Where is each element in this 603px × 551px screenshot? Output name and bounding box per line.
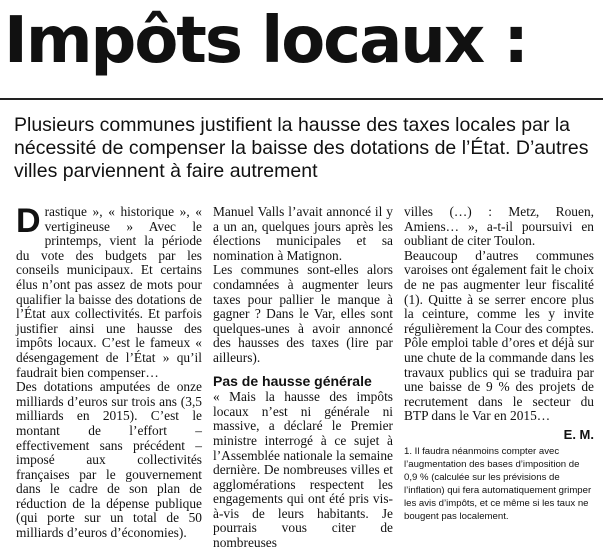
footnote: 1. Il faudra néanmoins compter avec l’augmentation des bases d’imposition de 0,9 % (calculée sur les prévisions de l’inflation) qui fera automatiquement grimper les avis d’impôts, et ce même si les taux ne bougent pas localement. xyxy=(404,445,592,522)
standfirst: Plusieurs communes justifient la hausse des taxes locales par la nécessité de compenser la baisse des dotations de l’État. D’autres villes parviennent à faire autrement xyxy=(14,114,589,182)
article-column-1 xyxy=(16,202,202,541)
author-signature: E. M. xyxy=(563,426,594,442)
article-column-3 xyxy=(404,205,594,523)
paragraph: Manuel Valls l’avait annoncé il y a un an, quelques jours après les élections municipales et sa nomination à Matignon. xyxy=(213,204,393,263)
subheading: Pas de hausse générale xyxy=(213,372,372,389)
paragraph: rastique », « historique », « vertigineuse » Avec le printemps, vient la période du vote des budgets par les conseils municipaux. Et certains élus n’ont pas assez de mots pour qualifier la baisse des dotations de l’État aux collectivités. Et parfois justifier ainsi une hausse des impôts locaux. C’est le fameux « désengagement de l’État » qu’il faudrait bien compenser… xyxy=(16,204,202,380)
paragraph: « Mais la hausse des impôts locaux n’est ni générale ni massive, a déclaré le Premier ministre interrogé à ce sujet à l’Assemblée nationale la semaine dernière. De nombreuses villes et agglomérations respectent les engagements qui ont été pris vis-à-vis de leurs habitants. Je pourrais vous citer de nombreuses xyxy=(213,389,393,551)
article-column-2 xyxy=(213,205,393,551)
headline-rule xyxy=(0,98,603,100)
headline: Impôts locaux : xyxy=(4,4,527,78)
paragraph: Les communes sont-elles alors condamnées à augmenter leurs taxes pour pallier le manque à gagner ? Dans le Var, elles sont quelques-unes à avoir annoncé des hausses des taxes (lire par ailleurs). xyxy=(213,262,393,365)
paragraph: Beaucoup d’autres communes varoises ont également fait le choix de ne pas augmenter leur fiscalité (1). Quitte à se serrer encore plus la ceinture, comme les y invite régulièrement la Cour des comptes. Pôle emploi table d’ores et déjà sur une chute de la commande dans les travaux publics qui se traduira par une baisse de 9 % des projets de recrutement dans le secteur du BTP dans le Var en 2015… xyxy=(404,247,595,424)
drop-cap: D xyxy=(16,202,41,240)
paragraph: villes (…) : Metz, Rouen, Amiens… », a-t-il poursuivi en oubliant de citer Toulon. xyxy=(404,204,594,249)
paragraph: Des dotations amputées de onze milliards d’euros sur trois ans (3,5 milliards en 2015). C’est le montant de l’effort – effectivement sans précédent – imposé aux collectivités françaises par le gouvernement dans le cadre de son plan de réduction de la dépense publique (qui porte sur un total de 50 milliards d’euros d’économies). xyxy=(16,379,202,541)
